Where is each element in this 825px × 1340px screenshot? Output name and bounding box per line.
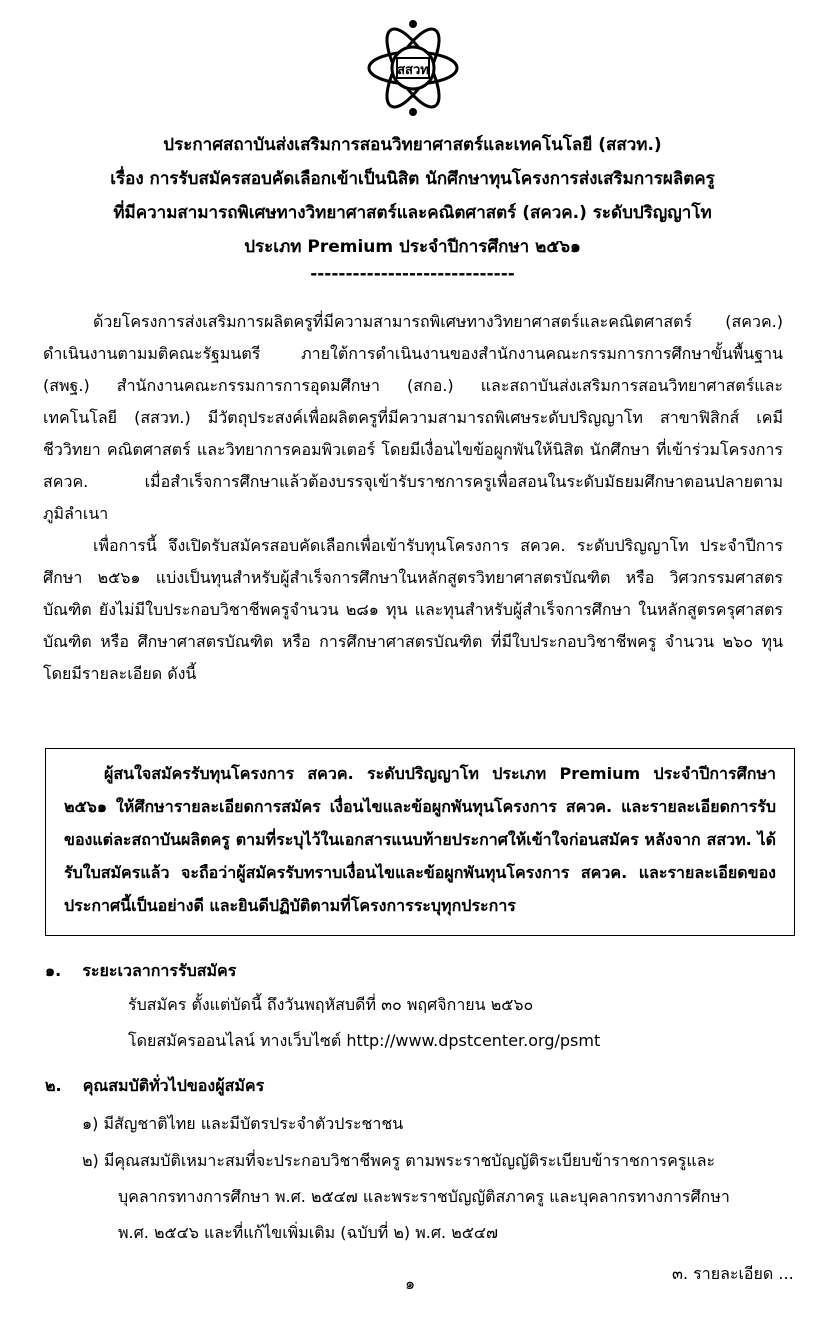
header-rule: ----------------------------- xyxy=(310,264,515,284)
header-line-1: ประกาศสถาบันส่งเสริมการสอนวิทยาศาสตร์และเทคโนโลยี (สสวท.) xyxy=(163,135,662,155)
intro-paragraph-2: เพื่อการนี้ จึงเปิดรับสมัครสอบคัดเลือกเพื่อเข้ารับทุนโครงการ สควค. ระดับปริญญาโท ประจำปีการศึกษา ๒๕๖๑ แบ่งเป็นทุนสำหรับผู้สำเร็จการศึกษาในหลักสูตรวิทยาศาสตรบัณฑิต หรือ วิศวกรรมศาสตรบัณฑิต ยังไม่มีใบประกอบวิชาชีพครูจำนวน ๒๘๑ ทุน และทุนสำหรับผู้สำเร็จการศึกษา ในหลักสูตรครุศาสตรบัณฑิต หรือ ศึกษาศาสตรบัณฑิต หรือ การศึกษาศาสตรบัณฑิต ที่มีใบประกอบวิชาชีพครู จำนวน ๒๖๐ ทุน โดยมีรายละเอียด ดังนี้ xyxy=(43,536,783,683)
section-2-title: คุณสมบัติทั่วไปของผู้สมัคร xyxy=(82,1076,265,1095)
intro-section xyxy=(43,306,783,690)
header-line-4: ประเภท Premium ประจำปีการศึกษา ๒๕๖๑ xyxy=(244,237,581,257)
section-1-heading xyxy=(45,955,236,987)
page-number: ๑ xyxy=(405,1274,416,1293)
intro-paragraph-1: ด้วยโครงการส่งเสริมการผลิตครูที่มีความสามารถพิเศษทางวิทยาศาสตร์และคณิตศาสตร์ (สควค.) ดำเนินงานตามมติคณะรัฐมนตรี ภายใต้การดำเนินงานของสำนักงานคณะกรรมการการศึกษาขั้นพื้นฐาน (สพฐ.) สำนักงานคณะกรรมการการอุดมศึกษา (สกอ.) และสถาบันส่งเสริมการสอนวิทยาศาสตร์และเทคโนโลยี (สสวท.) มีวัตถุประสงค์เพื่อผลิตครูที่มีความสามารถพิเศษระดับปริญญาโท สาขาฟิสิกส์ เคมี ชีววิทยา คณิตศาสตร์ และวิทยาการคอมพิวเตอร์ โดยมีเงื่อนไขข้อผูกพันให้นิสิต นักศึกษา ที่เข้าร่วมโครงการ สควค. เมื่อสำเร็จการศึกษาแล้วต้องบรรจุเข้ารับราชการครูเพื่อสอนในระดับมัธยมศึกษาตอนปลายตามภูมิลำเนา xyxy=(43,312,783,523)
section-2-item-2-line-1: ๒) มีคุณสมบัติเหมาะสมที่จะประกอบวิชาชีพครู ตามพระราชบัญญัติระเบียบข้าราชการครูและ xyxy=(82,1151,716,1170)
section-1-line-1: รับสมัคร ตั้งแต่บัดนี้ ถึงวันพฤหัสบดีที่ ๓๐ พฤศจิกายน ๒๕๖๐ xyxy=(128,995,534,1014)
announcement-header xyxy=(40,128,785,284)
section-2-item-2-line-2: บุคลากรทางการศึกษา พ.ศ. ๒๕๔๗ และพระราชบัญญัติสภาครู และบุคลากรทางการศึกษา xyxy=(118,1187,730,1206)
section-1-line-2: โดยสมัครออนไลน์ ทางเว็บไซต์ http://www.dpstcenter.org/psmt xyxy=(128,1031,601,1050)
header-line-3: ที่มีความสามารถพิเศษทางวิทยาศาสตร์และคณิตศาสตร์ (สควค.) ระดับปริญญาโท xyxy=(113,203,712,223)
header-line-2: เรื่อง การรับสมัครสอบคัดเลือกเข้าเป็นนิสิต นักศึกษาทุนโครงการส่งเสริมการผลิตครู xyxy=(110,169,715,189)
section-2-item-2-line-3: พ.ศ. ๒๕๔๖ และที่แก้ไขเพิ่มเติม (ฉบับที่ ๒) พ.ศ. ๒๕๔๗ xyxy=(118,1223,498,1242)
section-2-number: ๒. xyxy=(45,1076,62,1095)
section-1-title: ระยะเวลาการรับสมัคร xyxy=(82,961,237,980)
logo-text: สสวท xyxy=(397,63,429,78)
ipst-logo xyxy=(365,18,461,118)
continued-marker: ๓. รายละเอียด ... xyxy=(672,1264,794,1283)
section-2-heading xyxy=(45,1070,264,1102)
notice-box: ผู้สนใจสมัครรับทุนโครงการ สควค. ระดับปริญญาโท ประเภท Premium ประจำปีการศึกษา ๒๕๖๑ ให้ศึกษารายละเอียดการสมัคร เงื่อนไขและข้อผูกพันทุนโครงการ สควค. และรายละเอียดการรับของแต่ละสถาบันผลิตครู ตามที่ระบุไว้ในเอกสารแนบท้ายประกาศให้เข้าใจก่อนสมัคร หลังจาก สสวท. ได้รับใบสมัครแล้ว จะถือว่าผู้สมัครรับทราบเงื่อนไขและข้อผูกพันทุนโครงการ สควค. และรายละเอียดของประกาศนี้เป็นอย่างดี และยินดีปฏิบัติตามที่โครงการระบุทุกประการ xyxy=(45,748,795,936)
section-1-number: ๑. xyxy=(45,961,62,980)
section-2-item-1: ๑) มีสัญชาติไทย และมีบัตรประจำตัวประชาชน xyxy=(82,1114,404,1133)
